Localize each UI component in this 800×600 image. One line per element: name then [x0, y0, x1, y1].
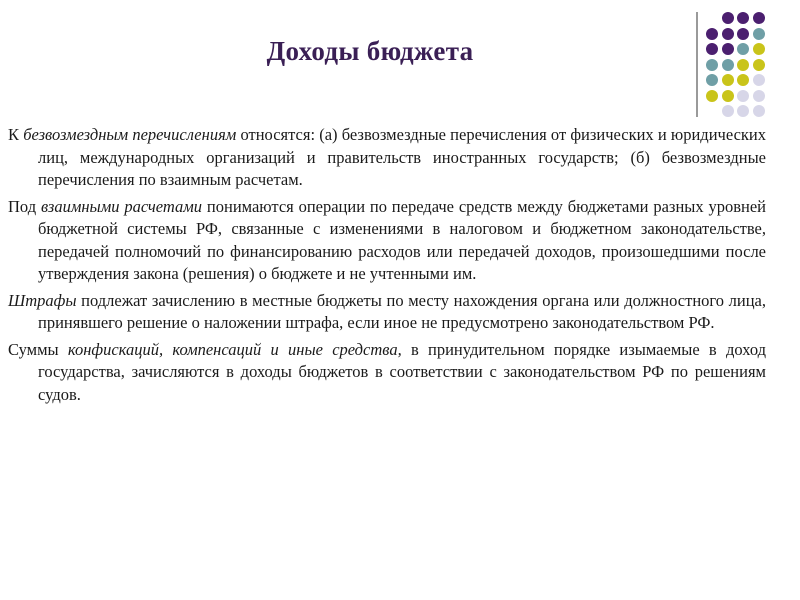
italic-term: взаимными расчетами — [40, 196, 203, 216]
slide-title: Доходы бюджета — [266, 36, 474, 66]
decorative-dot — [753, 105, 765, 117]
decorative-dot — [706, 43, 718, 55]
decorative-dot — [737, 12, 749, 24]
decorative-dot — [722, 12, 734, 24]
decorative-dot — [706, 74, 718, 86]
italic-term: конфискаций, компенсаций и иные средства, — [67, 339, 402, 359]
decorative-dot — [753, 12, 765, 24]
decorative-dot — [722, 105, 734, 117]
slide-content — [8, 124, 766, 410]
decorative-dot — [737, 43, 749, 55]
decorative-dot — [722, 59, 734, 71]
text-segment: подлежат зачислению в местные бюджеты по месту нахождения органа или должностного лица, принявшего решение о наложении штрафа, если иное не предусмотрено законодательством РФ. — [38, 290, 766, 332]
text-segment: в принудительном порядке изымаемые в доход государства, зачисляются в доходы бюджетов в соответствии с законодательством РФ по решениям судов. — [38, 339, 766, 404]
italic-term: Штрафы — [8, 290, 77, 310]
decorative-dot — [737, 28, 749, 40]
decorative-dot — [706, 90, 718, 102]
decorative-dot — [722, 74, 734, 86]
decorative-dot — [753, 43, 765, 55]
text-segment: Под — [8, 196, 41, 216]
paragraph — [8, 196, 766, 286]
decorative-dot — [753, 90, 765, 102]
decorative-dot — [737, 105, 749, 117]
decorative-dot — [722, 43, 734, 55]
text-segment: К — [8, 125, 24, 144]
text-segment: относятся: (а) безвозмездные перечисления от физических и юридических лиц, международных организаций и правительств иностранных государств; (б) безвозмездные перечисления по взаимным расчетам. — [38, 125, 766, 189]
italic-term: безвозмездным перечислениям — [23, 125, 237, 144]
paragraph — [8, 124, 766, 192]
decorative-dot — [706, 28, 718, 40]
text-segment: Суммы — [8, 339, 68, 359]
decorative-dot — [753, 28, 765, 40]
decorative-dot — [753, 59, 765, 71]
paragraph — [8, 339, 766, 407]
decorative-dot — [722, 28, 734, 40]
text-segment: понимаются операции по передаче средств между бюджетами разных уровней бюджетной системы РФ, связанные с изменениями в налоговом и бюджетном законодательстве, передачей полномочий по финансированию расходов или передачей доходов, произошедшими после утверждения закона (решения) о бюджете и не учтенными им. — [38, 196, 766, 283]
decorative-dot — [706, 59, 718, 71]
decorative-dot-grid — [0, 0, 800, 130]
decorative-dot — [737, 59, 749, 71]
paragraph — [8, 290, 766, 335]
decorative-dot — [753, 74, 765, 86]
decorative-dot — [737, 90, 749, 102]
decorative-dot — [722, 90, 734, 102]
decorative-dot — [737, 74, 749, 86]
